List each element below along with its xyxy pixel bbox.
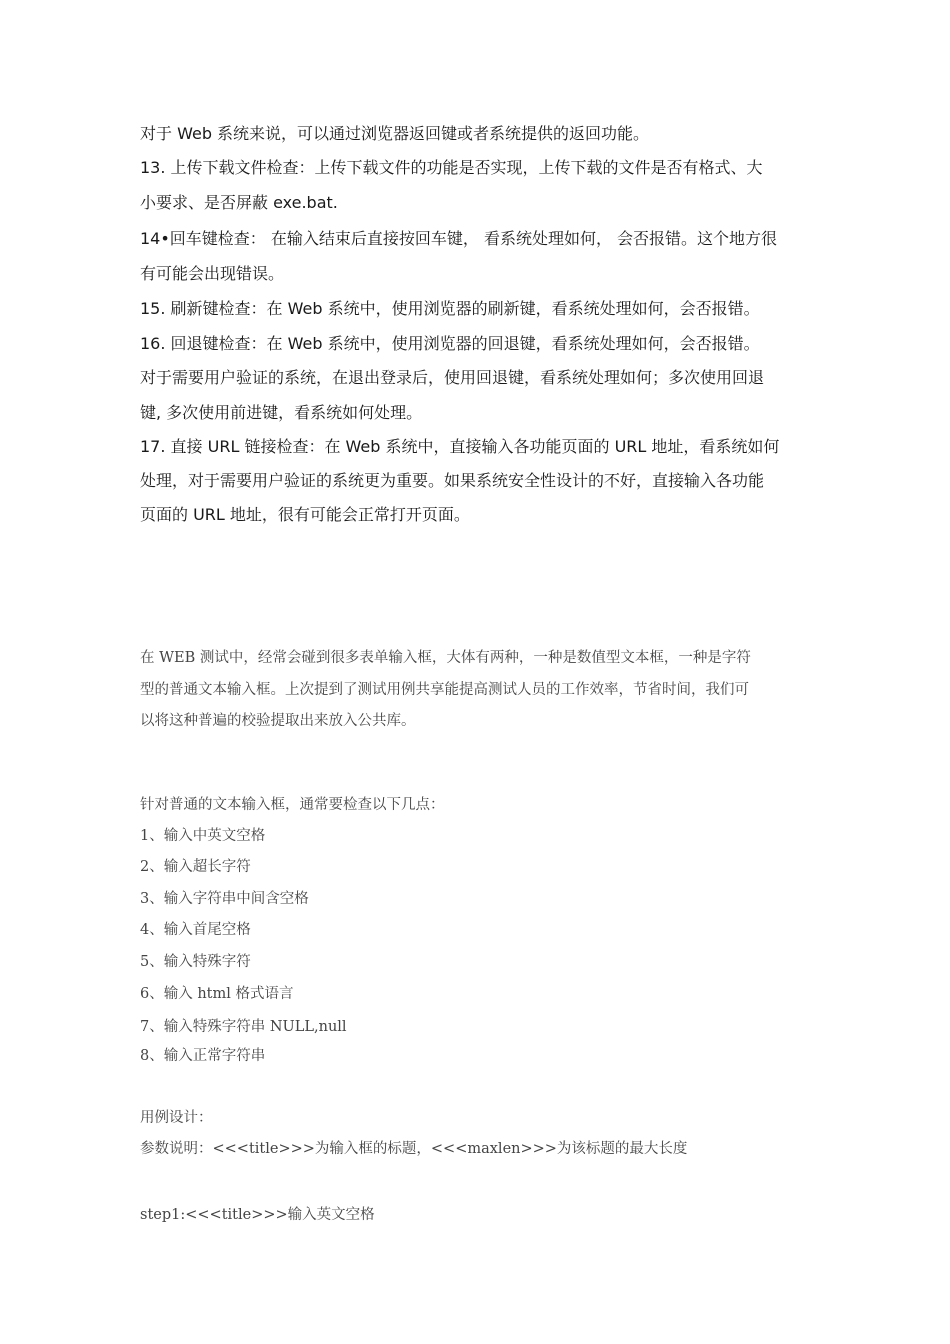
- intro-line: 以将这种普遍的校验提取出来放入公共库。: [140, 713, 416, 729]
- paragraph-line: 对于 Web 系统来说，可以通过浏览器返回键或者系统提供的返回功能。: [140, 124, 650, 143]
- checklist-item: 2、输入超长字符: [140, 859, 251, 875]
- paragraph-line: 16. 回退键检查：在 Web 系统中，使用浏览器的回退键，看系统处理如何，会否报错。: [140, 334, 760, 353]
- step-line: step1:<<<title>>>输入英文空格: [140, 1207, 375, 1223]
- checklist-item: 1、输入中英文空格: [140, 828, 266, 844]
- intro-line: 型的普通文本输入框。上次提到了测试用例共享能提高测试人员的工作效率，节省时间，我们可: [140, 682, 749, 698]
- checklist-heading: 针对普通的文本输入框，通常要检查以下几点：: [140, 797, 445, 813]
- paragraph-line: 17. 直接 URL 链接检查：在 Web 系统中，直接输入各功能页面的 URL 地址，看系统如何: [140, 437, 780, 456]
- checklist-item: 8、输入正常字符串: [140, 1048, 266, 1064]
- checklist-item: 4、输入首尾空格: [140, 922, 251, 938]
- paragraph-line: 有可能会出现错误。: [140, 264, 285, 283]
- paragraph-line: 页面的 URL 地址，很有可能会正常打开页面。: [140, 505, 470, 524]
- paragraph-line: 键, 多次使用前进键，看系统如何处理。: [140, 403, 423, 422]
- paragraph-line: 处理，对于需要用户验证的系统更为重要。如果系统安全性设计的不好，直接输入各功能: [140, 471, 765, 490]
- paragraph-line: 13. 上传下载文件检查：上传下载文件的功能是否实现，上传下载的文件是否有格式、大: [140, 158, 763, 177]
- intro-line: 在 WEB 测试中，经常会碰到很多表单输入框，大体有两种，一种是数值型文本框，一种是字符: [140, 650, 751, 666]
- param-note: 参数说明：<<<title>>>为输入框的标题，<<<maxlen>>>为该标题的最大长度: [140, 1141, 688, 1157]
- design-heading: 用例设计：: [140, 1110, 213, 1126]
- paragraph-line: 小要求、是否屏蔽 exe.bat.: [140, 193, 338, 212]
- paragraph-line: 15. 刷新键检查：在 Web 系统中，使用浏览器的刷新键，看系统处理如何，会否报错。: [140, 299, 760, 318]
- checklist-item: 7、输入特殊字符串 NULL,null: [140, 1019, 347, 1035]
- checklist-item: 6、输入 html 格式语言: [140, 986, 294, 1002]
- paragraph-line: 14•回车键检查： 在输入结束后直接按回车键， 看系统处理如何， 会否报错。这个地方很: [140, 229, 778, 248]
- checklist-item: 5、输入特殊字符: [140, 954, 251, 970]
- paragraph-line: 对于需要用户验证的系统，在退出登录后，使用回退键，看系统处理如何；多次使用回退: [140, 368, 765, 387]
- checklist-item: 3、输入字符串中间含空格: [140, 891, 309, 907]
